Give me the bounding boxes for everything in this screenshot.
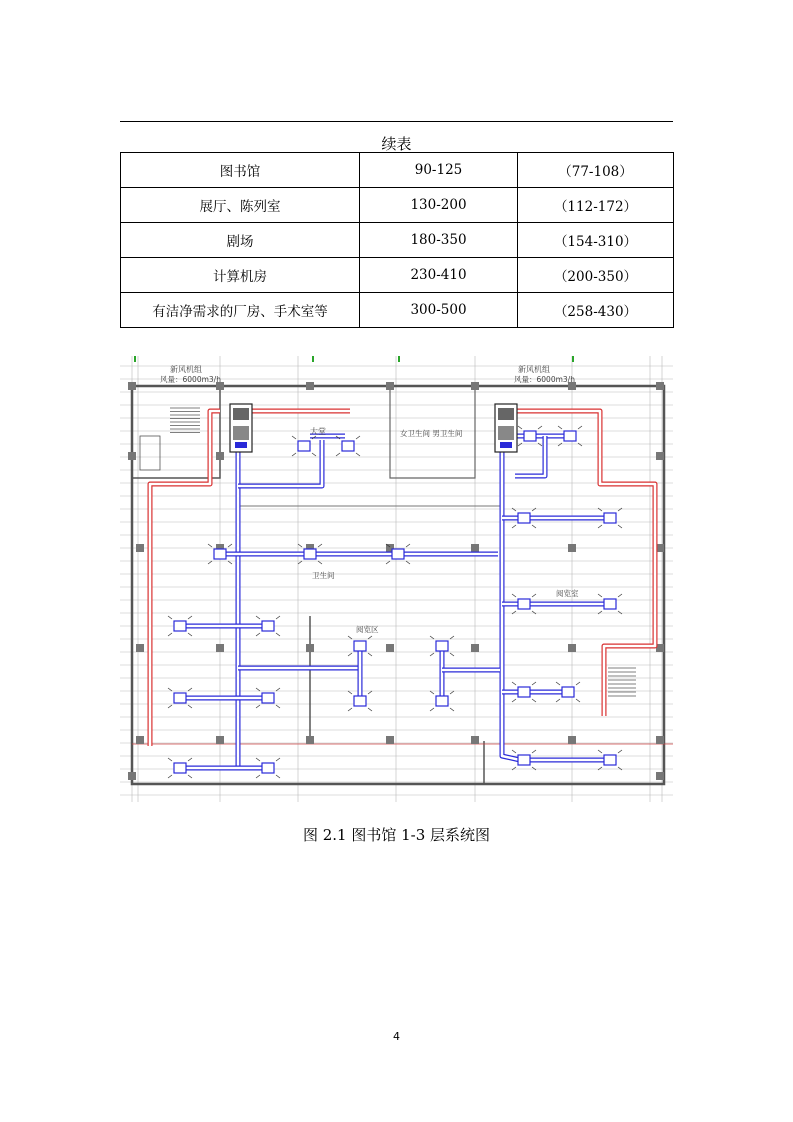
table-cell-value: 90-125 [360, 153, 518, 188]
diffuser-mark [578, 426, 582, 429]
diffuser-mark [276, 633, 280, 636]
supply-ducts [180, 436, 610, 768]
table-cell-converted-value: （77-108） [518, 153, 674, 188]
diffuser-mark [368, 708, 372, 711]
diffuser-mark [576, 682, 580, 685]
elevator [140, 436, 160, 470]
table-cell-converted-value: （200-350） [518, 258, 674, 293]
diffuser-mark [618, 508, 622, 511]
diffuser-body [342, 441, 354, 451]
table-row [121, 153, 674, 188]
table-cell-value: 180-350 [360, 223, 518, 258]
diffuser-mark [168, 705, 172, 708]
diffuser-mark [538, 426, 542, 429]
building-walls [132, 386, 673, 784]
diffuser-mark [512, 611, 516, 614]
diffuser-mark [386, 561, 390, 564]
diffuser-body [174, 693, 186, 703]
unit-coil [233, 426, 249, 440]
column [136, 736, 144, 744]
table-row [121, 293, 674, 328]
diffuser-mark [450, 691, 454, 694]
column [568, 544, 576, 552]
diffuser-mark [168, 633, 172, 636]
column [306, 644, 314, 652]
diffuser-mark [276, 775, 280, 778]
diffuser-mark [512, 767, 516, 770]
column [136, 544, 144, 552]
diffuser-mark [512, 750, 516, 753]
diffuser-mark [556, 682, 560, 685]
floor-plan-drawing [120, 356, 673, 802]
table-cell-building-type: 图书馆 [121, 153, 360, 188]
diffuser-body [262, 621, 274, 631]
diffuser-mark [406, 561, 410, 564]
diffuser-body [354, 696, 366, 706]
diffuser-body [262, 693, 274, 703]
column [656, 382, 664, 390]
diffuser-body [518, 687, 530, 697]
column [128, 382, 136, 390]
diffuser-mark [256, 688, 260, 691]
diffuser-mark [188, 758, 192, 761]
diffuser-mark [348, 708, 352, 711]
room-label-lobby: 大堂 [310, 427, 326, 436]
diffuser-body [562, 687, 574, 697]
column [386, 382, 394, 390]
drawing-grid [120, 356, 673, 802]
diffuser-mark [532, 611, 536, 614]
diffuser-mark [512, 682, 516, 685]
diffuser-mark [276, 705, 280, 708]
diffuser-body [518, 755, 530, 765]
data-table [120, 152, 674, 328]
column [568, 644, 576, 652]
diffuser-mark [618, 525, 622, 528]
unit-fan [233, 408, 249, 420]
diffuser-mark [368, 691, 372, 694]
unit-right-label: 新风机组 [518, 365, 550, 374]
diffuser-body [604, 599, 616, 609]
table-title: 续表 [381, 135, 412, 153]
diffuser-mark [292, 453, 296, 456]
diffuser-mark [512, 699, 516, 702]
diffuser-mark [208, 561, 212, 564]
diffuser-mark [598, 508, 602, 511]
column [128, 772, 136, 780]
air-handling-unit [495, 404, 517, 452]
diffuser-mark [312, 453, 316, 456]
interior-wall [132, 386, 220, 478]
diffuser-body [436, 641, 448, 651]
diffuser-mark [348, 691, 352, 694]
diffuser-mark [430, 691, 434, 694]
figure-caption: 图 2.1 图书馆 1-3 层系统图 [302, 826, 491, 844]
header-rule [120, 121, 673, 122]
diffuser-mark [512, 508, 516, 511]
unit-right-flow: 风量：6000m3/h [514, 375, 575, 384]
diffuser-body [174, 621, 186, 631]
diffuser-mark [618, 767, 622, 770]
diffuser-body [298, 441, 310, 451]
diffuser-mark [168, 688, 172, 691]
table-cell-value: 230-410 [360, 258, 518, 293]
diffuser-mark [430, 708, 434, 711]
diffuser-mark [532, 699, 536, 702]
diffuser-mark [598, 750, 602, 753]
axis-marker [312, 356, 314, 362]
column [568, 736, 576, 744]
diffuser-body [564, 431, 576, 441]
unit-fan [498, 408, 514, 420]
diffuser-mark [318, 544, 322, 547]
axis-marker [134, 356, 136, 362]
diffuser-mark [298, 544, 302, 547]
diffuser-body [518, 599, 530, 609]
diffuser-mark [298, 561, 302, 564]
diffuser-mark [188, 775, 192, 778]
diffuser-mark [598, 525, 602, 528]
diffuser-mark [532, 682, 536, 685]
diffuser-mark [188, 616, 192, 619]
diffuser-mark [168, 758, 172, 761]
column [656, 772, 664, 780]
diffuser-body [392, 549, 404, 559]
diffuser-mark [256, 775, 260, 778]
column [386, 736, 394, 744]
diffuser-body [214, 549, 226, 559]
column [656, 452, 664, 460]
diffuser-mark [450, 708, 454, 711]
diffuser-mark [368, 636, 372, 639]
diffuser-mark [276, 616, 280, 619]
column [216, 736, 224, 744]
diffuser-mark [336, 453, 340, 456]
table-cell-converted-value: （258-430） [518, 293, 674, 328]
diffuser [336, 436, 360, 456]
diffuser-mark [578, 443, 582, 446]
diffuser-mark [450, 636, 454, 639]
unit-outlet [235, 442, 247, 448]
diffuser-mark [188, 705, 192, 708]
diffuser-mark [618, 611, 622, 614]
diffuser-mark [598, 594, 602, 597]
diffuser-mark [532, 594, 536, 597]
column [128, 452, 136, 460]
column [306, 382, 314, 390]
diffuser-mark [532, 767, 536, 770]
column [306, 736, 314, 744]
diffuser-mark [538, 443, 542, 446]
hvac-system-figure [120, 356, 673, 802]
diffuser-mark [188, 688, 192, 691]
diffuser-mark [618, 750, 622, 753]
diffuser-mark [430, 636, 434, 639]
diffuser-body [518, 513, 530, 523]
diffuser-mark [512, 594, 516, 597]
unit-coil [498, 426, 514, 440]
axis-marker [398, 356, 400, 362]
diffuser-body [604, 755, 616, 765]
room-label-reading-room: 阅览室 [556, 589, 579, 598]
unit-left-label: 新风机组 [170, 365, 202, 374]
column [471, 644, 479, 652]
table-cell-building-type: 有洁净需求的厂房、手术室等 [121, 293, 360, 328]
column [471, 736, 479, 744]
diffuser-mark [450, 653, 454, 656]
diffuser-mark [518, 443, 522, 446]
room-label-reading-area: 阅览区 [356, 625, 379, 634]
diffuser-mark [228, 544, 232, 547]
diffuser-mark [558, 443, 562, 446]
table-cell-building-type: 展厅、陈列室 [121, 188, 360, 223]
table-row [121, 188, 674, 223]
column [136, 644, 144, 652]
diffuser-body [304, 549, 316, 559]
column [216, 644, 224, 652]
diffuser [292, 436, 316, 456]
air-handling-unit [230, 404, 252, 452]
diffuser-mark [256, 616, 260, 619]
column [471, 544, 479, 552]
diffuser-mark [168, 616, 172, 619]
diffuser-mark [532, 508, 536, 511]
room-label-restrooms: 女卫生间 男卫生间 [400, 429, 463, 438]
diffuser-mark [598, 611, 602, 614]
diffuser-body [354, 641, 366, 651]
diffuser-mark [276, 688, 280, 691]
column [471, 382, 479, 390]
diffuser-mark [430, 653, 434, 656]
unit-left-flow: 风量：6000m3/h [160, 375, 221, 384]
diffuser-mark [348, 636, 352, 639]
diffuser-mark [512, 525, 516, 528]
table-row [121, 223, 674, 258]
diffuser-mark [598, 767, 602, 770]
diffuser-body [436, 696, 448, 706]
table-cell-building-type: 计算机房 [121, 258, 360, 293]
diffuser-mark [618, 594, 622, 597]
column [386, 644, 394, 652]
table-cell-value: 300-500 [360, 293, 518, 328]
diffuser-mark [406, 544, 410, 547]
diffuser-mark [208, 544, 212, 547]
diffuser-mark [532, 750, 536, 753]
diffuser-mark [518, 426, 522, 429]
diffuser-body [174, 763, 186, 773]
diffuser-mark [256, 633, 260, 636]
diffuser-mark [356, 453, 360, 456]
table-cell-converted-value: （112-172） [518, 188, 674, 223]
diffuser-mark [292, 436, 296, 439]
table-cell-converted-value: （154-310） [518, 223, 674, 258]
column [656, 736, 664, 744]
diffuser-mark [276, 758, 280, 761]
table-cell-building-type: 剧场 [121, 223, 360, 258]
axis-marker [572, 356, 574, 362]
diffuser-mark [348, 653, 352, 656]
room-label-restroom: 卫生间 [312, 571, 335, 580]
diffuser-mark [576, 699, 580, 702]
column [216, 452, 224, 460]
diffuser-body [524, 431, 536, 441]
diffuser-mark [532, 525, 536, 528]
diffuser-mark [356, 436, 360, 439]
diffuser-mark [368, 653, 372, 656]
diffuser-mark [168, 775, 172, 778]
page-number: 4 [393, 1030, 400, 1043]
table-cell-value: 130-200 [360, 188, 518, 223]
diffuser-body [262, 763, 274, 773]
diffuser-mark [556, 699, 560, 702]
diffuser-mark [558, 426, 562, 429]
diffuser-mark [188, 633, 192, 636]
diffuser-mark [228, 561, 232, 564]
diffuser-mark [318, 561, 322, 564]
diffuser-mark [256, 758, 260, 761]
diffuser-body [604, 513, 616, 523]
unit-outlet [500, 442, 512, 448]
diffuser-mark [256, 705, 260, 708]
table-row [121, 258, 674, 293]
